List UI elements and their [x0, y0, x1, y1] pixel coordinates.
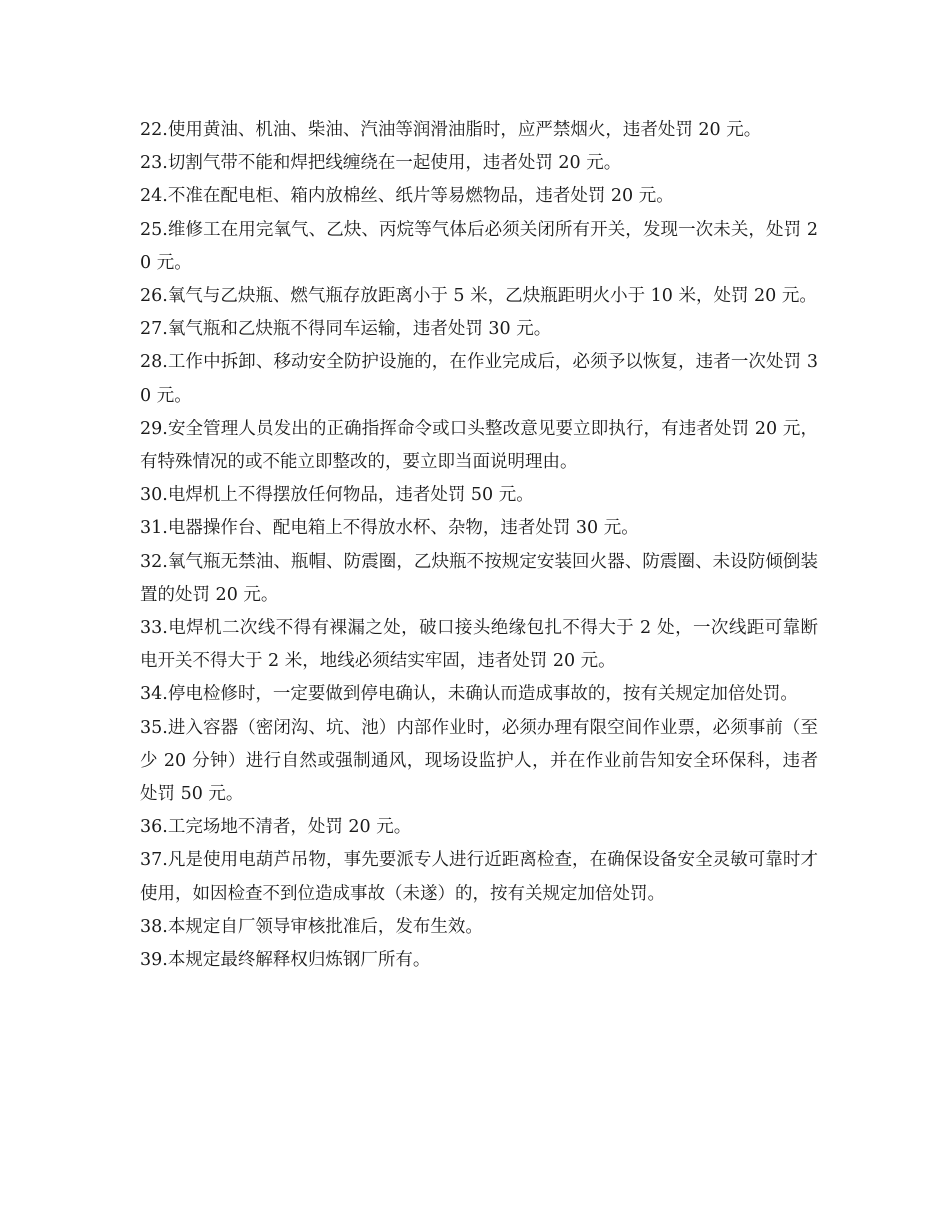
regulation-item-25: 25.维修工在用完氧气、乙炔、丙烷等气体后必须关闭所有开关，发现一次未关，处罚 20 元。	[140, 219, 818, 273]
regulation-item-30: 30.电焊机上不得摆放任何物品，违者处罚 50 元。	[140, 485, 534, 506]
regulation-item-27: 27.氧气瓶和乙炔瓶不得同车运输，违者处罚 30 元。	[140, 319, 552, 340]
regulation-item-26: 26.氧气与乙炔瓶、燃气瓶存放距离小于 5 米，乙炔瓶距明火小于 10 米，处罚 20 元。	[140, 286, 817, 307]
regulation-item-38: 38.本规定自厂领导审核批准后，发布生效。	[140, 916, 483, 937]
regulation-item-39: 39.本规定最终解释权归炼钢厂所有。	[140, 950, 431, 971]
regulation-item-37: 37.凡是使用电葫芦吊物，事先要派专人进行近距离检查，在确保设备安全灵敏可靠时才使用，如因检查不到位造成事故（未遂）的，按有关规定加倍处罚。	[140, 850, 818, 904]
regulation-item-23: 23.切割气带不能和焊把线缠绕在一起使用，违者处罚 20 元。	[140, 153, 622, 174]
regulation-item-24: 24.不准在配电柜、箱内放棉丝、纸片等易燃物品，违者处罚 20 元。	[140, 186, 674, 207]
regulation-item-33: 33.电焊机二次线不得有裸漏之处，破口接头绝缘包扎不得大于 2 处，一次线距可靠断电开关不得大于 2 米，地线必须结实牢固，违者处罚 20 元。	[140, 618, 818, 672]
regulation-list	[140, 114, 818, 977]
regulation-item-28: 28.工作中拆卸、移动安全防护设施的，在作业完成后，必须予以恢复，违者一次处罚 30 元。	[140, 352, 818, 406]
regulation-item-32: 32.氧气瓶无禁油、瓶帽、防震圈，乙炔瓶不按规定安装回火器、防震圈、未设防倾倒装置的处罚 20 元。	[140, 551, 818, 605]
regulation-item-36: 36.工完场地不清者，处罚 20 元。	[140, 817, 412, 838]
regulation-item-22: 22.使用黄油、机油、柴油、汽油等润滑油脂时，应严禁烟火，违者处罚 20 元。	[140, 120, 762, 140]
regulation-item-29: 29.安全管理人员发出的正确指挥命令或口头整改意见要立即执行，有违者处罚 20 元，有特殊情况的或不能立即整改的，要立即当面说明理由。	[140, 418, 818, 473]
regulation-item-34: 34.停电检修时，一定要做到停电确认，未确认而造成事故的，按有关规定加倍处罚。	[140, 684, 798, 705]
regulation-item-35: 35.进入容器（密闭沟、坑、池）内部作业时，必须办理有限空间作业票，必须事前（至少 20 分钟）进行自然或强制通风，现场设监护人，并在作业前告知安全环保科，违者处罚 50 元。	[140, 717, 818, 805]
regulation-item-31: 31.电器操作台、配电箱上不得放水杯、杂物，违者处罚 30 元。	[140, 518, 639, 539]
